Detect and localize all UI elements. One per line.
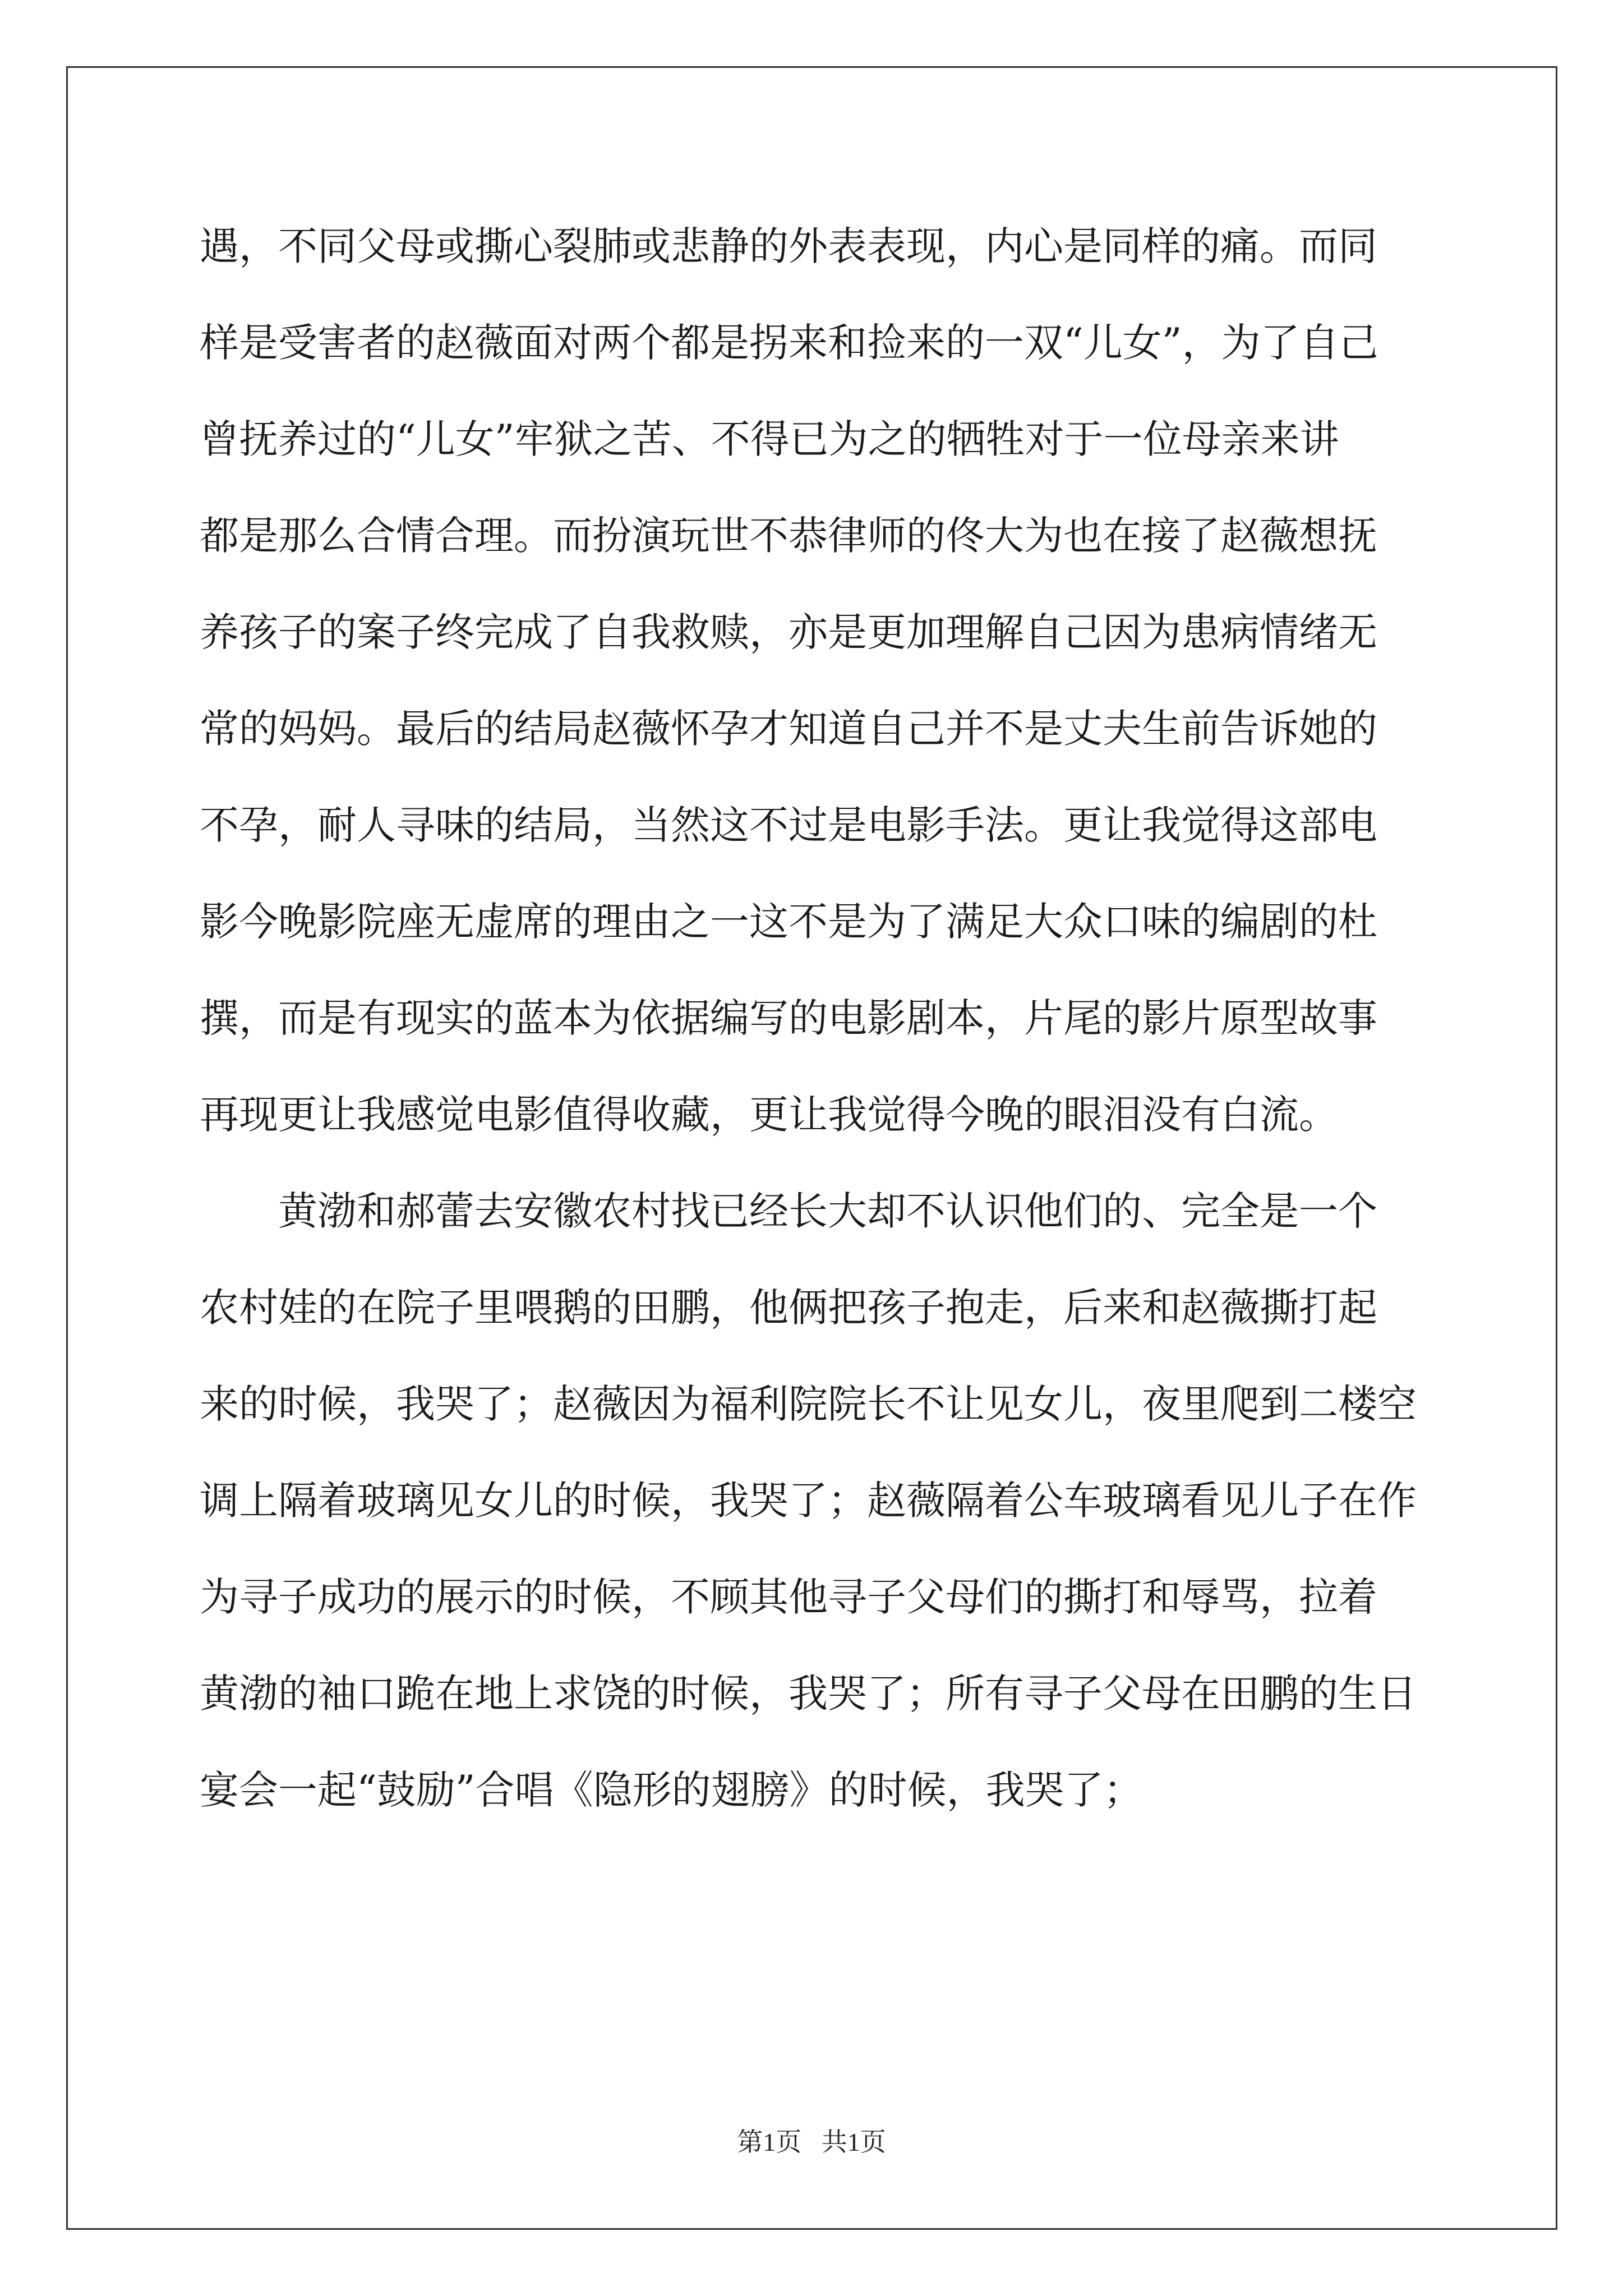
page-number-total: 共1页 <box>821 2128 886 2156</box>
page-footer <box>0 2122 1623 2159</box>
text-line: 黄渤的袖口跪在地上求饶的时候，我哭了；所有寻子父母在田鹏的生日 <box>200 1671 1417 1717</box>
paragraph-1 <box>200 216 1422 1181</box>
text-line: 养孩子的案子终完成了自我救赎，亦是更加理解自己因为患病情绪无 <box>200 609 1377 655</box>
text-line: 为寻子成功的展示的时候，不顾其他寻子父母们的撕打和辱骂，拉着 <box>200 1574 1377 1620</box>
text-line: 不孕，耐人寻味的结局，当然这不过是电影手法。更让我觉得这部电 <box>200 802 1377 848</box>
text-line: 样是受害者的赵薇面对两个都是拐来和捡来的一双“儿女”，为了自己 <box>200 320 1378 366</box>
text-line: 再现更让我感觉电影值得收藏，更让我觉得今晚的眼泪没有白流。 <box>200 1092 1338 1138</box>
text-line: 影今晚影院座无虚席的理由之一这不是为了满足大众口味的编剧的杜 <box>200 899 1377 945</box>
text-line: 农村娃的在院子里喂鹅的田鹏，他俩把孩子抱走，后来和赵薇撕打起 <box>200 1285 1377 1331</box>
text-line: 调上隔着玻璃见女儿的时候，我哭了；赵薇隔着公车玻璃看见儿子在作 <box>200 1478 1417 1524</box>
text-line: 来的时候，我哭了；赵薇因为福利院院长不让见女儿，夜里爬到二楼空 <box>200 1381 1417 1427</box>
text-line: 黄渤和郝蕾去安徽农村找已经长大却不认识他们的、完全是一个 <box>278 1188 1377 1234</box>
document-body <box>200 216 1422 1856</box>
text-line: 遇，不同父母或撕心裂肺或悲静的外表表现，内心是同样的痛。而同 <box>200 223 1377 269</box>
page-number-current: 第1页 <box>737 2128 802 2156</box>
text-line: 都是那么合情合理。而扮演玩世不恭律师的佟大为也在接了赵薇想抚 <box>200 513 1377 559</box>
text-line: 曾抚养过的“儿女”牢狱之苦、不得已为之的牺牲对于一位母亲来讲 <box>200 416 1339 462</box>
text-line: 常的妈妈。最后的结局赵薇怀孕才知道自己并不是丈夫生前告诉她的 <box>200 706 1377 752</box>
paragraph-2 <box>200 1181 1422 1856</box>
text-line: 宴会一起“鼓励”合唱《隐形的翅膀》的时候，我哭了； <box>200 1767 1143 1813</box>
text-line: 撰，而是有现实的蓝本为依据编写的电影剧本，片尾的影片原型故事 <box>200 995 1377 1041</box>
